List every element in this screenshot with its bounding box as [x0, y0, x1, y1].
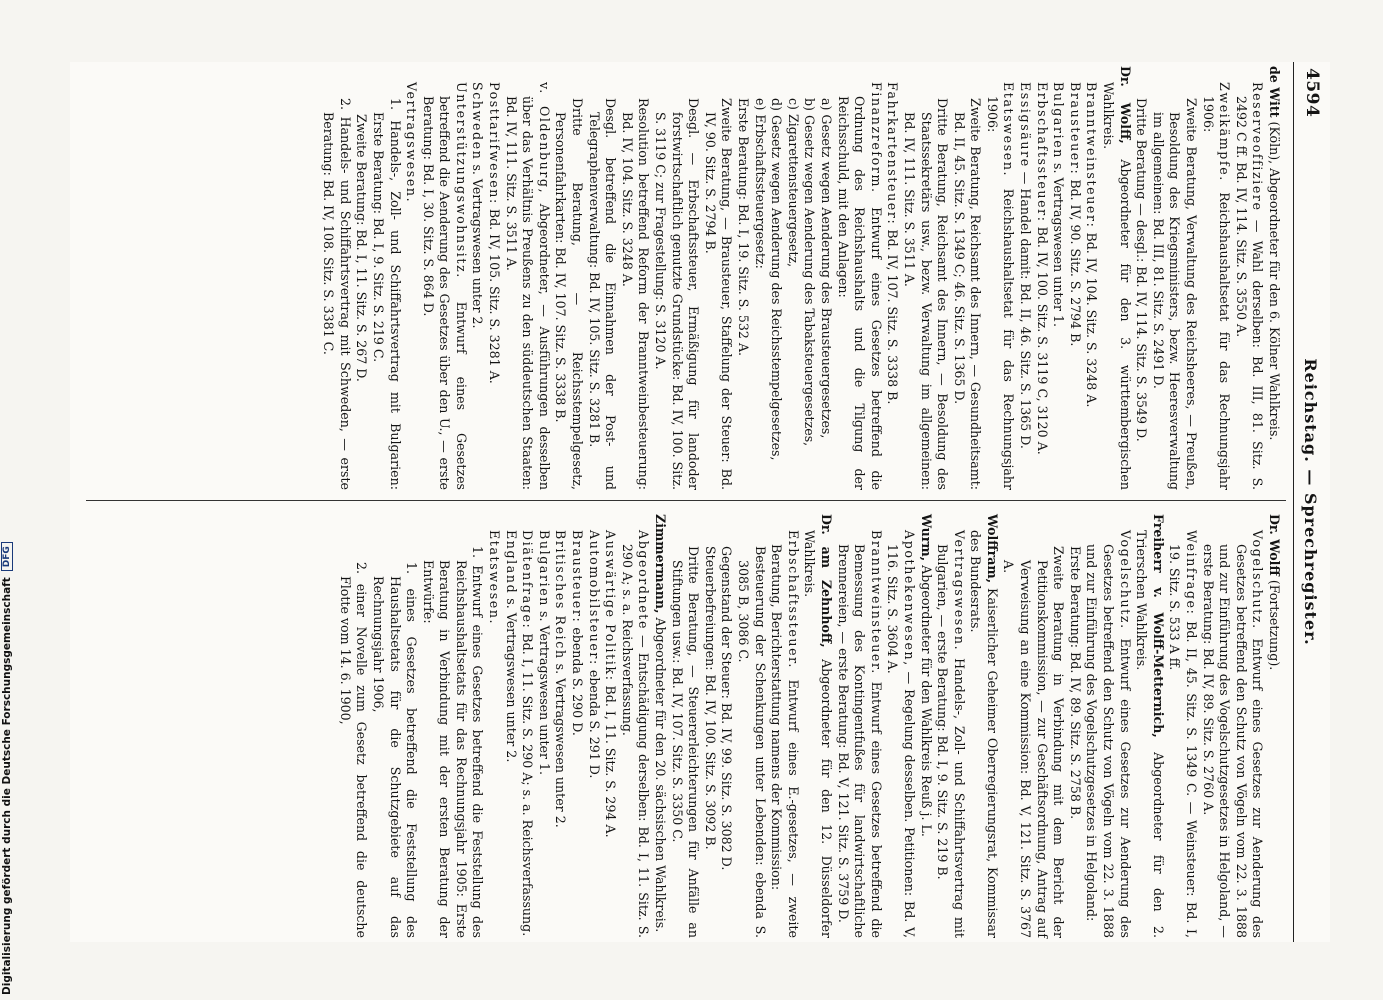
entry-text: e) Erbschaftssteuergesetz: [752, 98, 768, 269]
index-entry [369, 514, 419, 938]
entry-text: — Regelung desselben. Petitionen: Bd. V, 116. Sitz. S. 3604 A. [885, 544, 917, 938]
index-entry [651, 514, 668, 938]
entry-text: s. Vertragswesen unter 2. [470, 160, 486, 329]
entry-text: 2. einer Novelle zum Gesetz betreffend die deutsche Flotte vom 14. 6. 1900, [337, 562, 370, 938]
entry-name: Dr. Wolff, [1117, 66, 1133, 144]
entry-name: Dr. Wolff [1267, 514, 1282, 576]
entry-keyword: Apothekenwesen, [901, 530, 917, 667]
index-entry [817, 66, 834, 490]
entry-keyword: Unterstützungswohnsitz. [453, 82, 469, 279]
entry-text: Besteuerung der Schenkungen unter Lebenden: ebenda S. 3085 B, 3086 C. [736, 546, 768, 938]
index-entry [801, 514, 834, 938]
book-page [70, 62, 1330, 942]
entry-keyword: Vertragswesen. [404, 82, 420, 204]
entry-text: Entwurf eines Gesetzes betreffend die Ordnung des Reichshaushalts und die Tilgung der Reichsschuld, mit den Anlagen: [835, 96, 884, 490]
index-entry [403, 66, 420, 490]
header-rule [1293, 62, 1294, 942]
index-entry [602, 514, 619, 938]
entry-keyword: Abgeordnete [636, 530, 652, 631]
index-entry [320, 66, 353, 490]
index-entry [934, 514, 967, 938]
index-entry [884, 514, 917, 938]
index-entry [419, 514, 485, 938]
index-entry [519, 514, 536, 938]
entry-keyword: Branntweinsteuer: [1084, 82, 1100, 229]
entry-keyword: Zweikämpfe. [1217, 82, 1233, 182]
entry-text: Entwurf eines Gesetzes zur Aenderung des Gesetzes betreffend den Schutz von Vögeln vom 22. 3. 1888 und zur Einführung des Vogelschutzgesetzes in Helgoland: [1084, 544, 1133, 938]
entry-text: Reichshaushaltsetat für das Rechnungsjahr 1906: [984, 96, 1017, 490]
index-entry [734, 66, 751, 490]
entry-text: Desgl. — Erbschaftssteuer, Ermäßigung für landoder forstwirtschaftlich genutzte Grundstücke: Bd. IV, 100. Sitz. S. 3119 C; zur Fragestellung: S. 3120 A. [653, 98, 702, 490]
index-entry [768, 514, 801, 938]
entry-text: Bd. I, 11. Sitz. S. 294 A. [603, 681, 619, 838]
index-entry [1033, 66, 1050, 490]
entry-text: Dritte Beratung, Reichsamt des Innern, — Besoldung des Staatssekretärs usw., bezw. Verwaltung im allgemeinen: Bd. IV, 111. Sitz. S. 3511 A. [901, 98, 951, 490]
entry-text: Erste Beratung: Bd. IV, 89. Sitz. S. 2758 B. [1067, 546, 1083, 820]
entry-text: Desgl. betreffend die Einnahmen der Post- und Telegraphenverwaltung: Bd. IV, 105. Sitz. S. 3281 B. [586, 98, 619, 490]
index-entry [884, 66, 901, 490]
index-entry [1199, 514, 1265, 938]
entry-text: Abgeordneter für den 12. Düsseldorfer Wahlkreis. [802, 530, 834, 938]
index-entry [469, 66, 486, 490]
entry-text: Entwurf eines E.-gesetzes, — zweite Beratung, Berichterstattung namens der Kommission: [769, 544, 801, 938]
entry-keyword: Brausteuer: [1067, 82, 1083, 176]
entry-text: Kaiserlicher Geheimer Oberregierungsrat, Kommissar des Bundesrats. [968, 530, 1000, 938]
entry-text: Resolution betreffend Reform der Branntweinbesteuerung: Bd. IV, 104. Sitz. S. 3248 A. [619, 98, 652, 490]
entry-keyword: Bulgarien [536, 530, 552, 607]
index-entry [834, 514, 884, 938]
entry-text: Bd. IV, 107. Sitz. S. 3338 B. [885, 225, 901, 405]
index-entry [369, 66, 402, 490]
index-entry [1265, 514, 1282, 938]
index-entry [568, 514, 585, 938]
entry-text: Zweite Beratung: Bd. I, 11. Sitz. S. 267 D. [354, 114, 370, 382]
entry-text: Entwurf eines Gesetzes betreffend die Bemessung des Kontingentfußes für landwirtschaftliche Brennereien, — erste Beratung: Bd. V, 121. Sitz. S. 3759 D. [835, 544, 884, 938]
entry-text: Bd. IV, 100. Sitz. S. 3119 C, 3120 A. [1034, 222, 1050, 455]
entry-text: c) Zigarettensteuergesetz, [785, 98, 801, 268]
entry-text: 1. Handels-, Zoll- und Schiffahrtsvertrag mit Bulgarien: Erste Beratung: Bd. I, 9. Sitz. S. 219 C. [370, 98, 403, 490]
index-entry [1050, 66, 1067, 490]
entry-keyword: Erbschaftssteuer. [785, 530, 801, 669]
entry-name: Wurm, [918, 514, 934, 562]
page-number: 4594 [1302, 68, 1322, 118]
index-entry [419, 66, 469, 490]
entry-keyword: Auswärtige Politik: [603, 530, 619, 682]
entry-text: Gegenstand der Steuer: Bd. IV, 99. Sitz. S. 3082 D. [719, 546, 735, 871]
index-entry [618, 514, 651, 938]
entry-text: s. Vertragswesen unter 2. [553, 659, 569, 828]
entry-text: Dritte Beratung — desgl.: Bd. IV, 114. Sitz. S. 3549 D. [1134, 98, 1150, 442]
entry-keyword: Branntweinsteuer. [868, 530, 884, 675]
entry-name: de Witt [1267, 66, 1282, 118]
entry-keyword: Diätenfrage: [520, 530, 536, 630]
entry-keyword: Etatswesen. [487, 530, 503, 626]
entry-text: Dritte Beratung, — Steuererleichterungen für Anfälle an Stiftungen usw.: Bd. IV, 107. Sitz. S. 3350 C. [669, 546, 702, 938]
index-entry [1133, 514, 1166, 938]
entry-text: Abgeordneter für den Wahlkreis Reuß j. L. [918, 561, 934, 837]
dfg-logo: DFG [1, 542, 13, 571]
index-entry [585, 514, 602, 938]
entry-text: Zweite Beratung in Verbindung mit dem Bericht der Petitionskommission, — zur Geschäftsordnung, Antrag auf Verweisung an eine Kommission: Bd. V, 121. Sitz. S. 3767 A. [1001, 546, 1067, 938]
index-entry [734, 514, 767, 938]
entry-keyword: Brausteuer: [570, 530, 586, 624]
entry-text: Entwurf eines Gesetzes betreffend die Aenderung des Gesetzes über den U., — erste Beratung: Bd. I, 30. Sitz. S. 864 D. [420, 96, 469, 490]
index-entry [718, 514, 735, 938]
index-entry [552, 66, 585, 490]
index-entry [502, 514, 519, 938]
entry-keyword: Posttarifwesen: [487, 82, 503, 205]
index-entry [1199, 66, 1232, 490]
index-entry [1066, 66, 1083, 490]
entry-keyword: Fahrkartensteuer: [885, 82, 901, 226]
entry-text: Steuerbefreiungen: Bd. IV, 100. Sitz. S. 3092 B. [702, 546, 718, 850]
index-entry [834, 66, 884, 490]
entry-text: Abgeordneter für den 3. württembergischen Wahlkreis. [1101, 82, 1133, 490]
index-entry [967, 514, 1000, 938]
index-entry [950, 66, 983, 490]
left-column [320, 66, 1282, 490]
entry-text: s. Vertragswesen unter 2. [503, 594, 519, 763]
entry-text: ebenda S. 291 D. [586, 665, 602, 779]
entry-text: — Wahl derselben: Bd. III, 81. Sitz. S. 2492 C ff. Bd. IV, 114. Sitz. S. 3550 A. [1233, 96, 1266, 490]
entry-text: Zweite Beratung, Reichsamt des Innern, — Gesundheitsamt: Bd. II, 45. Sitz. S. 1349 C; 46. Sitz. S. 1365 D. [951, 98, 984, 490]
index-entry [1149, 66, 1199, 490]
entry-keyword: Essigsäure [1018, 82, 1034, 168]
entry-text: 1. Entwurf eines Gesetzes betreffend die Feststellung des Reichshaushaltsetats für das Rechnungsjahr 1905: Erste Beratung in Verbindung mit der ersten Beratung der Entwürfe: [420, 546, 486, 938]
entry-keyword: Etatswesen. [1001, 82, 1017, 178]
entry-keyword: Vogelschutz. [1250, 530, 1266, 630]
index-entry [1066, 514, 1083, 938]
column-divider [86, 500, 1286, 501]
digitization-credit [0, 0, 14, 1000]
credit-text: Digitalisierung gefördert durch die Deutsche Forschungsgemeinschaft [1, 577, 13, 995]
entry-keyword: Vertragswesen. [951, 530, 967, 652]
index-entry [900, 66, 950, 490]
index-entry [535, 514, 552, 938]
entry-name: Wolffram, [984, 514, 1000, 584]
index-entry [668, 514, 701, 938]
entry-text: — Handel damit: Bd. II, 46. Sitz. S. 1365 D. [1018, 167, 1034, 449]
entry-text: a) Gesetz wegen Aenderung des Brausteuergesetzes, [818, 98, 834, 439]
index-entry [784, 66, 801, 490]
entry-text: — Entschädigung derselben: Bd. I, 11. Sitz. S. 290 A; s. a. Reichsverfassung. [619, 544, 652, 938]
entry-name: Zimmermann, [653, 514, 669, 614]
index-entry [552, 514, 569, 938]
index-entry [1265, 66, 1282, 490]
index-entry [801, 66, 818, 490]
index-entry [1017, 66, 1034, 490]
entry-keyword: Britisches Reich [553, 530, 569, 660]
entry-keyword: England [503, 530, 519, 595]
index-entry [486, 514, 503, 938]
entry-text: Bd. I, 11. Sitz. S. 290 A; s. a. Reichsverfassung. [520, 629, 536, 937]
entry-keyword: Bulgarien [1051, 82, 1067, 159]
index-entry [917, 514, 934, 938]
entry-text: Bd. IV, 90. Sitz. S. 2794 B. [1067, 175, 1083, 347]
entry-text: d) Gesetz wegen Aenderung des Reichsstempelgesetzes, [769, 98, 785, 461]
entry-text: 1. eines Gesetzes betreffend die Feststellung des Haushaltsetats für die Schutzgebiete auf das Rechnungsjahr 1906, [370, 562, 420, 938]
entry-keyword: Automobilsteuer: [586, 530, 602, 666]
entry-text: Dritte Beratung, — Reichsstempelgesetz, Personenfahrkarten: Bd. IV, 107. Sitz. S. 3338 B. [553, 98, 586, 490]
entry-text: Bd. IV, 105. Sitz. S. 3281 A. [487, 204, 503, 384]
entry-text: s. Vertragswesen unter 1. [1051, 158, 1067, 328]
index-entry [1166, 514, 1199, 938]
entry-text: Bd. IV, 104. Sitz. S. 3248 A. [1084, 228, 1100, 408]
index-entry [701, 514, 718, 938]
index-entry [701, 66, 734, 490]
index-entry [1083, 514, 1133, 938]
index-entry [751, 66, 768, 490]
entry-keyword: Finanzreform. [868, 82, 884, 194]
index-entry [336, 514, 369, 938]
entry-text: (Köln), Abgeordneter für den 6. Kölner Wahlkreis. [1267, 117, 1282, 441]
index-entry [1000, 514, 1066, 938]
entry-text: Handels-, Zoll- und Schiffahrtsvertrag mit Bulgarien, — erste Beratung: Bd. I, 9. Sitz. S. 219 B. [935, 544, 967, 938]
right-column [336, 514, 1282, 938]
entry-text: Abgeordneter für den 2. Trierschen Wahlkreis. [1134, 530, 1166, 938]
entry-keyword: Reserveoffiziere [1250, 82, 1266, 212]
entry-text: Bd. II, 45. Sitz. S. 1349 C. — Weinsteuer: Bd. I, 19. Sitz. S. 533 A ff. [1167, 544, 1200, 938]
entry-text: Zweite Beratung, Verwaltung des Reichsheeres, — Preußen, Besoldung des Kriegsministers, bezw. Heeresverwaltung im allgemeinen: Bd. III, 81. Sitz. S. 2491 D. [1150, 98, 1200, 490]
entry-keyword: Vogelschutz. [1117, 530, 1133, 630]
index-entry [486, 66, 503, 490]
entry-text: Abgeordneter, — Ausführungen desselben über das Verhältnis Preußens zu den süddeutschen Staaten: Bd. IV, 111. Sitz. S. 3511 A. [503, 96, 552, 490]
entry-keyword: Weinfrage: [1184, 530, 1200, 616]
entry-text: ebenda S. 290 D. [570, 623, 586, 736]
entry-text: Abgeordneter für den 20. sächsischen Wahlkreis. [653, 613, 669, 933]
entry-name: Freiherr v. Wolff-Metternich, [1150, 514, 1166, 738]
entry-keyword: v. Oldenburg, [536, 82, 552, 195]
index-entry [651, 66, 701, 490]
entry-text: Entwurf eines Gesetzes zur Aenderung des Gesetzes betreffend den Schutz von Vögeln vom 22. 3. 1888 und zur Einführung des Vogelschutzgesetzes in Helgoland, — erste Beratung: Bd. IV, 89. Sitz. S. 2760 A. [1200, 544, 1266, 938]
entry-text: Reichshaushaltsetat für das Rechnungsjahr 1906: [1200, 96, 1233, 490]
entry-text: Zweite Beratung, — Brausteuer, Staffelung der Steuer: Bd. IV, 90. Sitz. S. 2794 B. [702, 98, 735, 490]
entry-name: Dr. am Zehnhoff, [818, 514, 834, 648]
index-entry [1133, 66, 1150, 490]
index-entry [1083, 66, 1100, 490]
index-entry [502, 66, 552, 490]
entry-text: (Fortsetzung). [1267, 575, 1282, 671]
entry-keyword: Erbschaftssteuer: [1034, 82, 1050, 223]
index-entry [585, 66, 618, 490]
index-entry [1232, 66, 1265, 490]
index-entry [768, 66, 785, 490]
entry-text: 2. Handels- und Schiffahrtsvertrag mit Schweden, — erste Beratung: Bd. IV, 108. Sitz. S. 3381 C. [321, 98, 353, 490]
index-entry [983, 66, 1016, 490]
index-entry [618, 66, 651, 490]
index-entry [1099, 66, 1132, 490]
entry-text: Erste Beratung: Bd. I, 19. Sitz. S. 532 A. [736, 98, 751, 357]
entry-keyword: Schweden [470, 82, 486, 161]
entry-text: b) Gesetz wegen Aenderung des Tabaksteuergesetzes, [802, 98, 818, 447]
entry-text: s. Vertragswesen unter 1. [536, 606, 552, 776]
running-head: Reichstag. — Sprechregister. [1301, 358, 1320, 646]
index-entry [353, 66, 370, 490]
